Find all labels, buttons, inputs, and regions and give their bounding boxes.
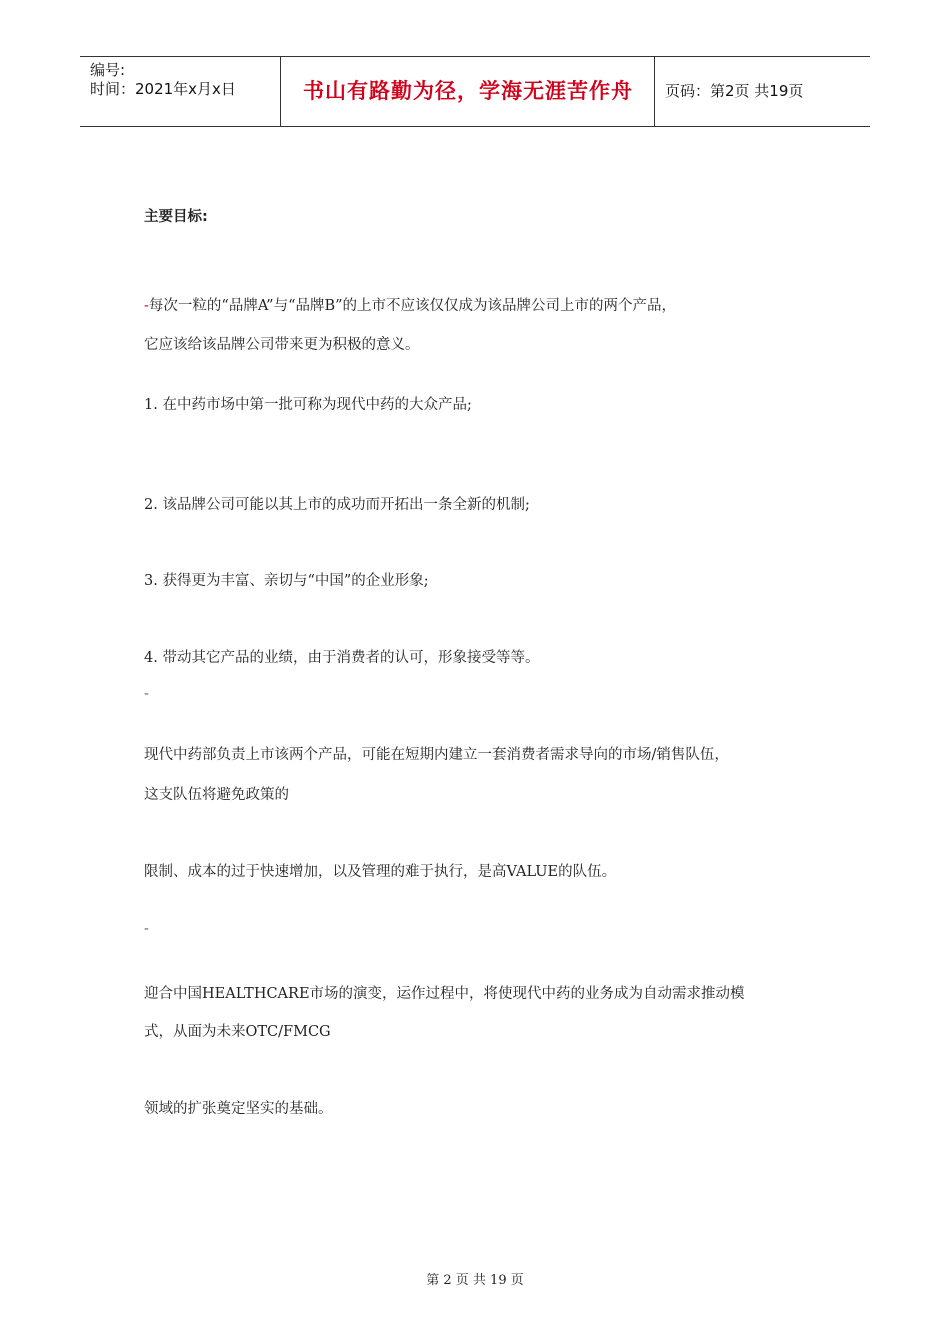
header-motto: 书山有路勤为径，学海无涯苦作舟 [303,79,633,103]
para2-line-1: 现代中药部负责上市该两个产品，可能在短期内建立一套消费者需求导向的市场/销售队伍， [144,747,729,763]
page-header [80,56,870,127]
para2-line-3: 限制、成本的过于快速增加，以及管理的难于执行，是高VALUE的队伍。 [144,864,617,880]
document-time-label: 时间：2021年x月x日 [90,80,236,98]
intro-line-2: 它应该给该品牌公司带来更为积极的意义。 [144,337,420,353]
page-footer: 第 2 页 共 19 页 [426,1273,524,1288]
para3-line-2: 式，从面为未来OTC/FMCG [144,1024,331,1040]
header-divider-right [654,57,655,126]
para3-line-1: 迎合中国HEALTHCARE市场的演变，运作过程中，将使现代中药的业务成为自动需求推动模 [144,986,745,1002]
separator-1: - [144,686,149,702]
list-item-1: 1. 在中药市场中第一批可称为现代中药的大众产品; [144,397,472,413]
section-heading: 主要目标: [144,209,208,225]
intro-line-1 [144,296,676,316]
list-item-3: 3. 获得更为丰富、亲切与“中国”的企业形象; [144,573,429,589]
separator-2: - [144,921,149,937]
header-meta [90,61,236,99]
intro-line-1-text: 每次一粒的“品牌A”与“品牌B”的上市不应该仅仅成为该品牌公司上市的两个产品， [148,298,677,314]
para2-line-2: 这支队伍将避免政策的 [144,787,289,803]
para3-line-3: 领域的扩张奠定坚实的基础。 [144,1101,333,1117]
header-page-number: 页码：第2页 共19页 [665,82,804,100]
header-divider-left [280,57,281,126]
intro-dash: - [144,298,149,314]
document-number-label: 编号: [90,61,126,79]
list-item-2: 2. 该品牌公司可能以其上市的成功而开拓出一条全新的机制; [144,497,530,513]
list-item-4: 4. 带动其它产品的业绩，由于消费者的认可，形象接受等等。 [144,650,540,666]
